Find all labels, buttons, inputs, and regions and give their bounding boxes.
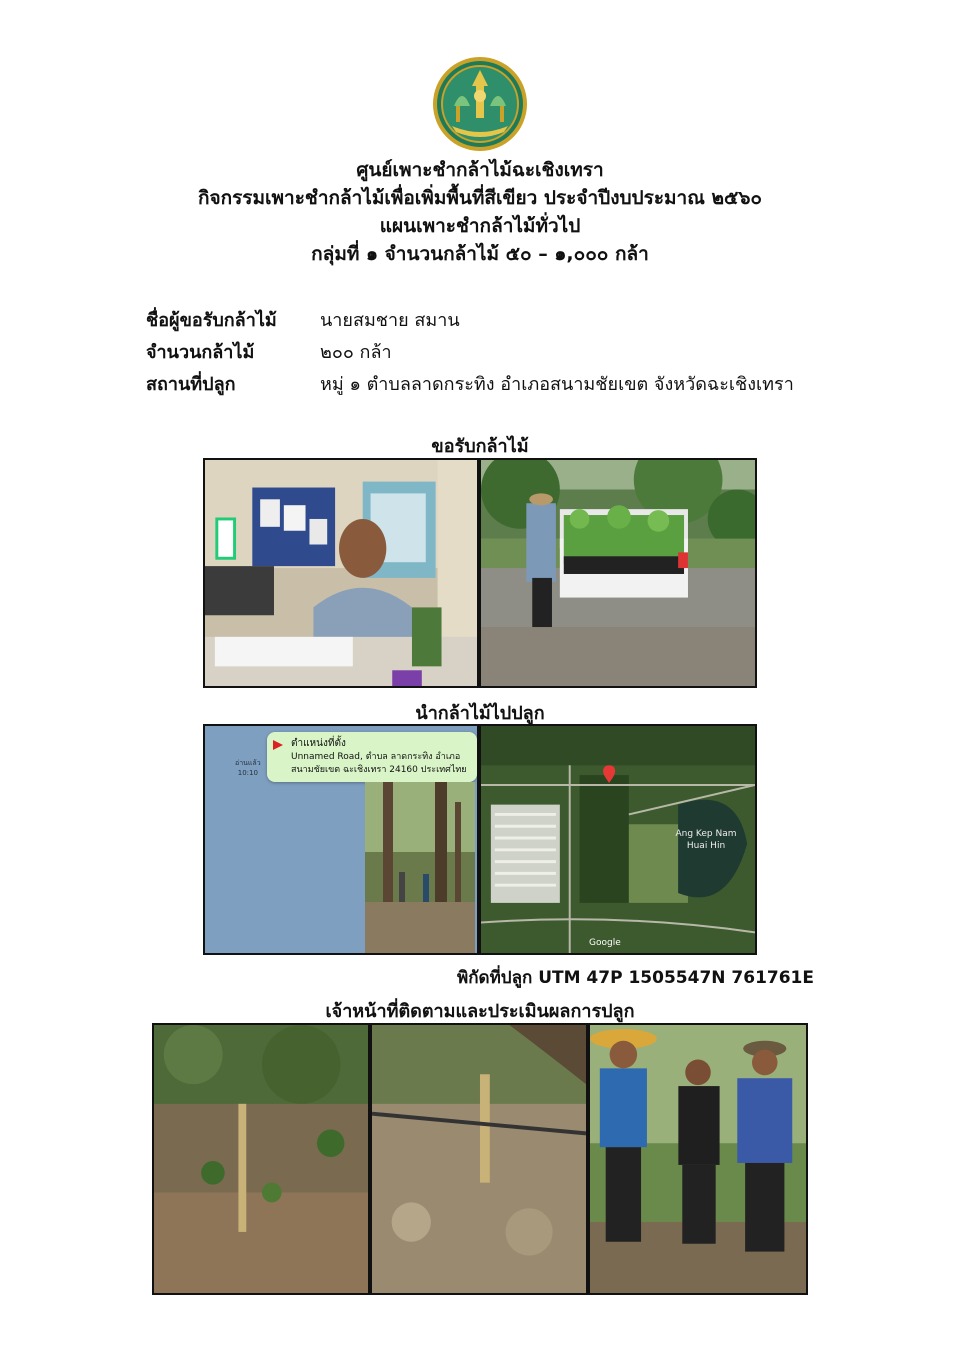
section-receive-heading: ขอรับกล้าไม้: [431, 436, 529, 457]
planting-coordinates: พิกัดที่ปลูก UTM 47P 1505547N 761761E: [457, 968, 814, 988]
photo-office-signing: [203, 458, 479, 688]
header-group: กลุ่มที่ ๑ จำนวนกล้าไม้ ๕๐ – ๑,๐๐๐ กล้า: [311, 243, 649, 265]
photo-staff-with-farmers: [588, 1023, 808, 1295]
section-monitor-heading: เจ้าหน้าที่ติดตามและประเมินผลการปลูก: [325, 1001, 635, 1022]
location-chat-bubble: [267, 732, 477, 782]
google-watermark: Google: [589, 938, 621, 948]
location-card-title: ตำแหน่งที่ตั้ง: [291, 738, 346, 749]
red-flag-icon: [273, 740, 283, 750]
photo-seedling-stake-2: [370, 1023, 588, 1295]
quantity-value: ๒๐๐ กล้า: [320, 342, 392, 363]
header-organization: ศูนย์เพาะชำกล้าไม้ฉะเชิงเทรา: [356, 159, 604, 181]
read-receipt: [235, 758, 261, 778]
photo-seedling-truck: [479, 458, 757, 688]
quantity-label: จำนวนกล้าไม้: [146, 342, 255, 363]
read-label: อ่านแล้ว: [235, 759, 261, 767]
location-value: หมู่ ๑ ตำบลลาดกระทิง อำเภอสนามชัยเขต จังหวัดฉะเชิงเทรา: [320, 374, 794, 395]
department-emblem-logo: [432, 56, 528, 152]
header-plan: แผนเพาะชำกล้าไม้ทั่วไป: [379, 215, 581, 237]
section-plant-heading: นำกล้าไม้ไปปลูก: [415, 703, 545, 724]
photo-seedling-stake-1: [152, 1023, 370, 1295]
location-label: สถานที่ปลูก: [146, 374, 236, 395]
satellite-map: [479, 724, 757, 955]
chat-location-screenshot: [203, 724, 479, 955]
header-activity: กิจกรรมเพาะชำกล้าไม้เพื่อเพิ่มพื้นที่สีเขียว ประจำปีงบประมาณ ๒๕๖๐: [197, 187, 763, 209]
applicant-label: ชื่อผู้ขอรับกล้าไม้: [146, 310, 277, 331]
read-time: 10:10: [237, 769, 258, 777]
location-card-address: Unnamed Road, ตำบล ลาดกระทิง อำเภอ สนามชัยเขต ฉะเชิงเทรา 24160 ประเทศไทย: [291, 752, 467, 775]
applicant-value: นายสมชาย สมาน: [320, 310, 460, 331]
reservoir-label: Ang Kep Nam Huai Hin: [675, 829, 737, 851]
forest-planting-photo: [365, 782, 475, 955]
